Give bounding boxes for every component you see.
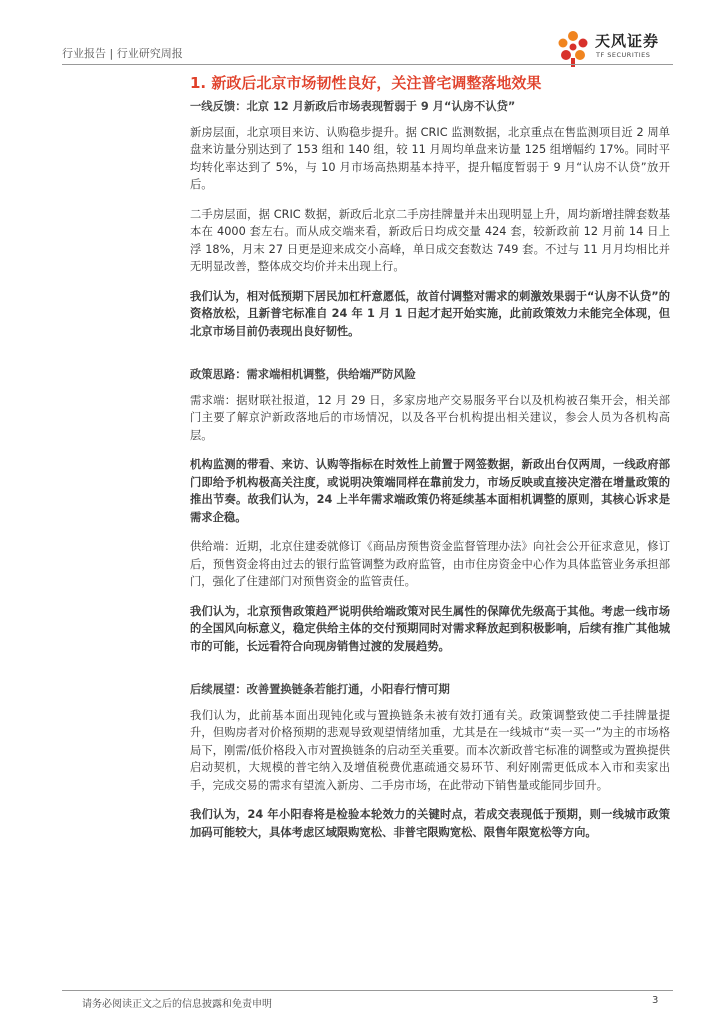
logo-text-cn: 天风证券 <box>595 32 660 50</box>
paragraph-our-view-3: 我们认为，24 年小阳春将是检验本轮效力的关键时点，若成交表现低于预期，则一线城市政策加码可能较大，具体考虑区域限购宽松、非普宅限购宽松、限售年限宽松等方向。 <box>190 808 670 839</box>
subheading-outlook: 后续展望：改善置换链条若能打通，小阳春行情可期 <box>190 683 450 696</box>
subheading-policy-approach: 政策思路：需求端相机调整，供给端严防风险 <box>190 368 416 381</box>
page-header <box>62 32 673 70</box>
footer-divider <box>62 990 673 991</box>
paragraph-outlook: 我们认为，此前基本面出现钝化或与置换链条未被有效打通有关。政策调整致使二手挂牌量提升，但购房者对价格预期的悲观导致观望情绪加重，尤其是在一线城市“卖一买一”为主的市场格局下，刚需/低价格段入市对置换链条的启动至关重要。而本次新政普宅标准的调整或为置换提供启动契机，大规模的普宅纳入及增值税费优惠疏通交易环节、利好刚需更低成本入市和卖家出手，完成交易的需求有望流入新房、二手房市场，在此带动下销售量或能同步回升。 <box>190 708 670 792</box>
paragraph-our-view-1: 我们认为，相对低预期下居民加杠杆意愿低，故首付调整对需求的刺激效果弱于“认房不认贷”的资格放松，且新普宅标准自 24 年 1 月 1 日起才起开始实施，此前政策效力未能完全体现，但北京市场目前仍表现出良好韧性。 <box>190 289 670 338</box>
tf-securities-logo <box>553 26 673 68</box>
paragraph-our-view-2: 我们认为，北京预售政策趋严说明供给端政策对民生属性的保障优先级高于其他。考虑一线市场的全国风向标意义，稳定供给主体的交付预期同时对需求释放起到积极影响，后续有推广其他城市的可能，长远看符合向现房销售过渡的发展趋势。 <box>190 604 670 653</box>
paragraph-demand-side: 需求端：据财联社报道，12 月 29 日，多家房地产交易服务平台以及机构被召集开会，相关部门主要了解京沪新政落地后的市场情况，以及各平台机构提出相关建议，参会人员为各机构高层。 <box>190 393 670 442</box>
paragraph-supply-side: 供给端：近期，北京住建委就修订《商品房预售资金监督管理办法》向社会公开征求意见，修订后，预售资金将由过去的银行监管调整为政府监管，由市住房资金中心作为具体监管业务承担部门，强化了住建部门对预售资金的监管责任。 <box>190 540 670 588</box>
paragraph-new-homes: 新房层面，北京项目来访、认购稳步提升。据 CRIC 监测数据，北京重点在售监测项目近 2 周单盘来访量分别达到了 153 组和 140 组，较 11 月周均单盘来访量 125 组增幅约 17%。同时平均转化率达到了 5%，与 10 月市场高热期基本持平，提升幅度暂弱于 9 月“认房不认贷”放开后。 <box>190 125 670 191</box>
logo-mark-icon <box>553 28 593 68</box>
report-category-label: 行业报告 | 行业研究周报 <box>62 47 183 60</box>
footer-disclaimer: 请务必阅读正文之后的信息披露和免责申明 <box>82 999 272 1010</box>
header-divider <box>62 64 673 65</box>
section-title: 1. 新政后北京市场韧性良好，关注普宅调整落地效果 <box>190 74 542 92</box>
paragraph-agency-monitoring: 机构监测的带看、来访、认购等指标在时效性上前置于网签数据，新政出台仅两周，一线政府部门即给予机构极高关注度，或说明决策端同样在靠前发力，市场反映或直接决定潜在增量政策的推出节奏。故我们认为，24 上半年需求端政策仍将延续基本面相机调整的原则，其核心诉求是需求企稳。 <box>190 458 670 524</box>
subheading-first-tier-feedback: 一线反馈：北京 12 月新政后市场表现暂弱于 9 月“认房不认贷” <box>190 100 516 113</box>
logo-text-en: TF SECURITIES <box>596 51 651 59</box>
report-body <box>190 98 670 841</box>
paragraph-second-hand: 二手房层面，据 CRIC 数据，新政后北京二手房挂牌量并未出现明显上升，周均新增挂牌套数基本在 4000 套左右。而从成交端来看，新政后日均成交量 424 套，较新政前 12 月前 14 日上浮 18%，月末 27 日更是迎来成交小高峰，单日成交套数达 749 套。不过与 11 月月均相比并无明显改善，整体成交均价并未出现上行。 <box>190 207 670 273</box>
page-number: 3 <box>652 995 659 1006</box>
